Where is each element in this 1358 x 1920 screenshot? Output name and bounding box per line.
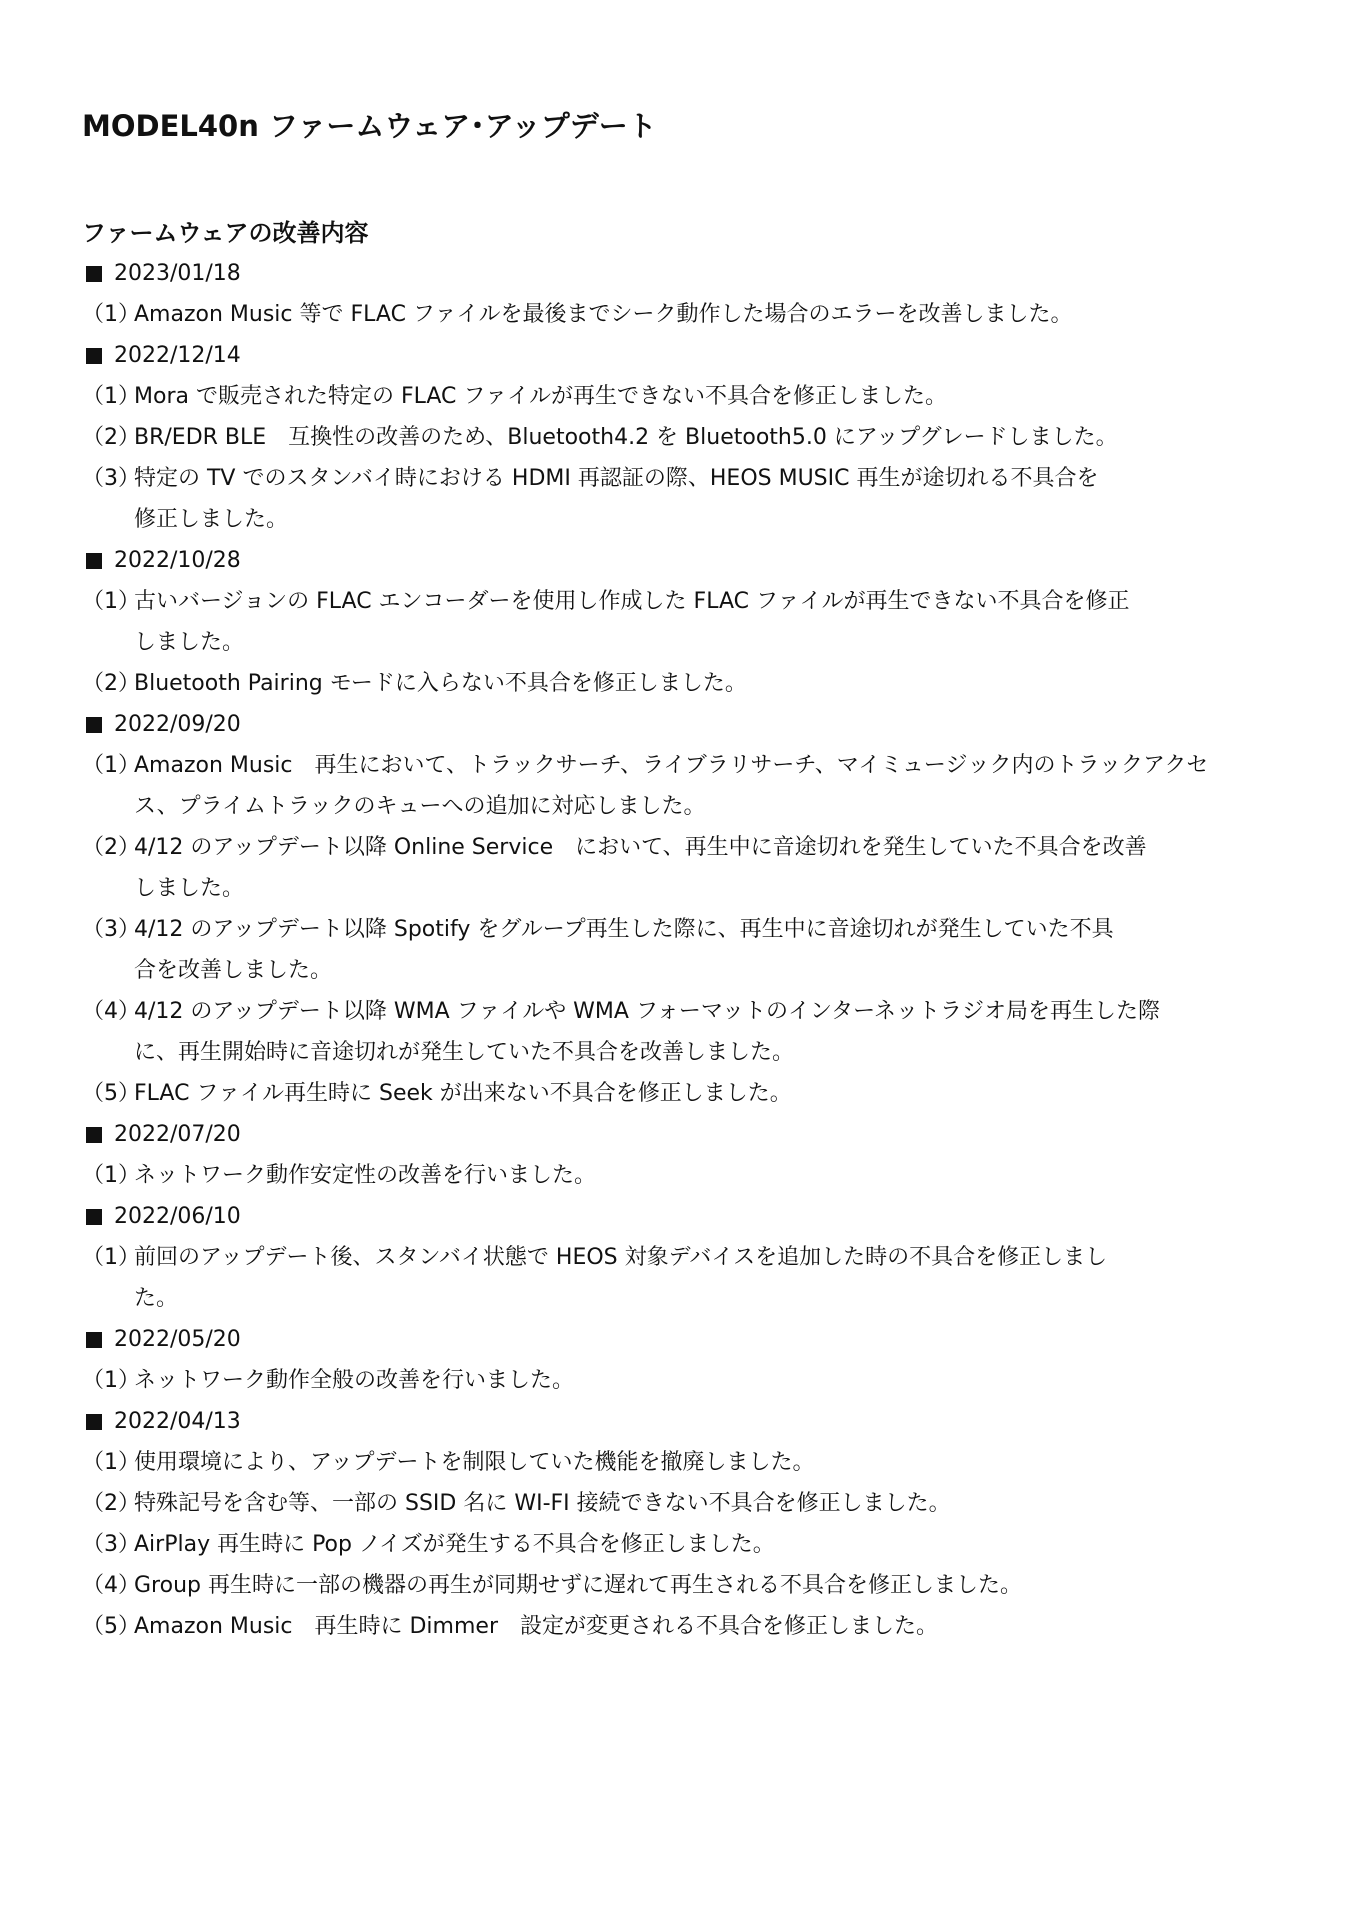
item-text bbox=[134, 745, 1302, 827]
item-number: （3） bbox=[82, 917, 140, 942]
list-item bbox=[82, 294, 1302, 335]
update-date-text: 2022/10/28 bbox=[114, 548, 241, 573]
square-bullet-icon bbox=[86, 1127, 102, 1143]
item-number: （1） bbox=[82, 1368, 140, 1393]
square-bullet-icon bbox=[86, 266, 102, 282]
item-text-line: 4/12 のアップデート以降 Spotify をグループ再生した際に、再生中に音途切れが発生していた不具 bbox=[134, 917, 1114, 942]
item-text-line: 修正しました。 bbox=[134, 507, 289, 532]
list-item bbox=[82, 745, 1302, 827]
item-text bbox=[134, 1524, 1302, 1565]
item-text bbox=[134, 1442, 1302, 1483]
list-item bbox=[82, 663, 1302, 704]
item-text-line: 特定の TV でのスタンバイ時における HDMI 再認証の際、HEOS MUSIC 再生が途切れる不具合を bbox=[134, 466, 1099, 491]
item-text-line: 前回のアップデート後、スタンバイ状態で HEOS 対象デバイスを追加した時の不具合を修正しまし bbox=[134, 1245, 1108, 1270]
item-text-line: Amazon Music 再生時に Dimmer 設定が変更される不具合を修正しました。 bbox=[134, 1614, 938, 1639]
item-text-line: ネットワーク動作安定性の改善を行いました。 bbox=[134, 1163, 597, 1188]
item-number: （1） bbox=[82, 589, 140, 614]
update-date bbox=[82, 540, 1302, 581]
list-item bbox=[82, 458, 1302, 540]
item-text-line: Amazon Music 再生において、トラックサーチ、ライブラリサーチ、マイミュージック内のトラックアクセ bbox=[134, 753, 1209, 778]
item-text-line: 4/12 のアップデート以降 WMA ファイルや WMA フォーマットのインターネットラジオ局を再生した際 bbox=[134, 999, 1161, 1024]
item-number: （2） bbox=[82, 835, 140, 860]
item-text bbox=[134, 458, 1302, 540]
item-text-line: Mora で販売された特定の FLAC ファイルが再生できない不具合を修正しました。 bbox=[134, 384, 947, 409]
item-text-line: Group 再生時に一部の機器の再生が同期せずに遅れて再生される不具合を修正しました。 bbox=[134, 1573, 1022, 1598]
item-number: （1） bbox=[82, 302, 140, 327]
list-item bbox=[82, 376, 1302, 417]
item-text-line: 使用環境により、アップデートを制限していた機能を撤廃しました。 bbox=[134, 1450, 815, 1475]
square-bullet-icon bbox=[86, 553, 102, 569]
item-text bbox=[134, 1073, 1302, 1114]
update-date bbox=[82, 1196, 1302, 1237]
square-bullet-icon bbox=[86, 348, 102, 364]
item-number: （1） bbox=[82, 753, 140, 778]
item-text-line: ネットワーク動作全般の改善を行いました。 bbox=[134, 1368, 575, 1393]
item-text-line: しました。 bbox=[134, 630, 245, 655]
item-number: （1） bbox=[82, 384, 140, 409]
update-date-text: 2022/04/13 bbox=[114, 1409, 241, 1434]
item-number: （5） bbox=[82, 1081, 140, 1106]
item-text-line: FLAC ファイル再生時に Seek が出来ない不具合を修正しました。 bbox=[134, 1081, 792, 1106]
square-bullet-icon bbox=[86, 1209, 102, 1225]
item-text-line: 4/12 のアップデート以降 Online Service において、再生中に音途切れを発生していた不具合を改善 bbox=[134, 835, 1147, 860]
item-number: （1） bbox=[82, 1245, 140, 1270]
list-item bbox=[82, 1155, 1302, 1196]
item-text bbox=[134, 1565, 1302, 1606]
list-item bbox=[82, 827, 1302, 909]
item-text-line: ス、プライムトラックのキューへの追加に対応しました。 bbox=[134, 794, 706, 819]
item-text bbox=[134, 417, 1302, 458]
item-text bbox=[134, 1360, 1302, 1401]
update-date bbox=[82, 335, 1302, 376]
item-text-line: しました。 bbox=[134, 876, 245, 901]
item-text-line: 特殊記号を含む等、一部の SSID 名に WI-FI 接続できない不具合を修正しました。 bbox=[134, 1491, 951, 1516]
update-date-text: 2022/07/20 bbox=[114, 1122, 241, 1147]
item-number: （4） bbox=[82, 1573, 140, 1598]
list-item bbox=[82, 1565, 1302, 1606]
item-number: （1） bbox=[82, 1450, 140, 1475]
list-item bbox=[82, 1360, 1302, 1401]
item-text-line: AirPlay 再生時に Pop ノイズが発生する不具合を修正しました。 bbox=[134, 1532, 775, 1557]
list-item bbox=[82, 581, 1302, 663]
item-number: （1） bbox=[82, 1163, 140, 1188]
item-text bbox=[134, 1483, 1302, 1524]
update-date-text: 2022/09/20 bbox=[114, 712, 241, 737]
list-item bbox=[82, 1483, 1302, 1524]
item-text bbox=[134, 1237, 1302, 1319]
item-text bbox=[134, 991, 1302, 1073]
update-date bbox=[82, 1114, 1302, 1155]
item-text bbox=[134, 909, 1302, 991]
item-text-line: た。 bbox=[134, 1286, 179, 1311]
square-bullet-icon bbox=[86, 1332, 102, 1348]
item-number: （3） bbox=[82, 1532, 140, 1557]
item-text-line: Amazon Music 等で FLAC ファイルを最後までシーク動作した場合のエラーを改善しました。 bbox=[134, 302, 1073, 327]
item-text bbox=[134, 1155, 1302, 1196]
list-item bbox=[82, 1442, 1302, 1483]
item-text bbox=[134, 1606, 1302, 1647]
item-number: （2） bbox=[82, 671, 140, 696]
update-date-text: 2023/01/18 bbox=[114, 261, 241, 286]
item-number: （4） bbox=[82, 999, 140, 1024]
item-text bbox=[134, 827, 1302, 909]
item-number: （5） bbox=[82, 1614, 140, 1639]
update-date bbox=[82, 1319, 1302, 1360]
item-text bbox=[134, 294, 1302, 335]
item-text-line: BR/EDR BLE 互換性の改善のため、Bluetooth4.2 を Bluetooth5.0 にアップグレードしました。 bbox=[134, 425, 1118, 450]
list-item bbox=[82, 991, 1302, 1073]
item-text-line: Bluetooth Pairing モードに入らない不具合を修正しました。 bbox=[134, 671, 747, 696]
section-heading: ファームウェアの改善内容 bbox=[82, 219, 369, 247]
update-date bbox=[82, 704, 1302, 745]
update-date bbox=[82, 253, 1302, 294]
item-text bbox=[134, 663, 1302, 704]
list-item bbox=[82, 1524, 1302, 1565]
update-log bbox=[82, 253, 1302, 1647]
item-text-line: 合を改善しました。 bbox=[134, 958, 333, 983]
item-text-line: 古いバージョンの FLAC エンコーダーを使用し作成した FLAC ファイルが再生できない不具合を修正 bbox=[134, 589, 1130, 614]
update-date bbox=[82, 1401, 1302, 1442]
item-text-line: に、再生開始時に音途切れが発生していた不具合を改善しました。 bbox=[134, 1040, 795, 1065]
square-bullet-icon bbox=[86, 1414, 102, 1430]
item-text bbox=[134, 376, 1302, 417]
square-bullet-icon bbox=[86, 717, 102, 733]
update-date-text: 2022/06/10 bbox=[114, 1204, 241, 1229]
list-item bbox=[82, 1606, 1302, 1647]
update-date-text: 2022/12/14 bbox=[114, 343, 241, 368]
list-item bbox=[82, 909, 1302, 991]
list-item bbox=[82, 417, 1302, 458]
update-date-text: 2022/05/20 bbox=[114, 1327, 241, 1352]
item-number: （2） bbox=[82, 425, 140, 450]
page-title: MODEL40n ファームウェア･アップデート bbox=[82, 109, 657, 143]
item-number: （3） bbox=[82, 466, 140, 491]
item-number: （2） bbox=[82, 1491, 140, 1516]
list-item bbox=[82, 1237, 1302, 1319]
list-item bbox=[82, 1073, 1302, 1114]
item-text bbox=[134, 581, 1302, 663]
